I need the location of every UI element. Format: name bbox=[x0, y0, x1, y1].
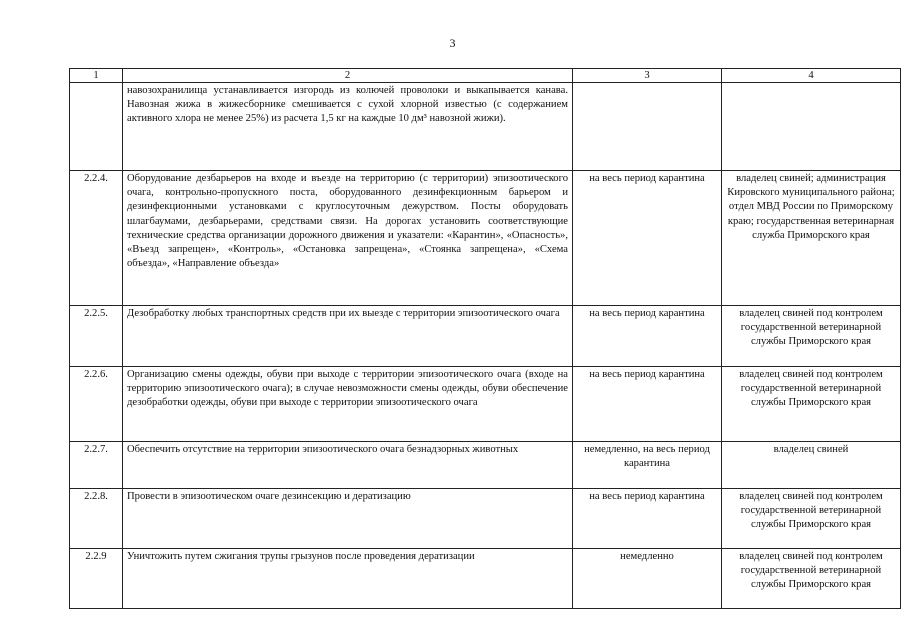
row-number: 2.2.7. bbox=[70, 442, 123, 489]
responsible-cell: владелец свиней под контролем государственной ветеринарной службы Приморского края bbox=[722, 367, 901, 442]
measure-text: Обеспечить отсутствие на территории эпизоотического очага безнадзорных животных bbox=[123, 442, 573, 489]
table-header-row bbox=[70, 69, 901, 83]
term-cell: на весь период карантина bbox=[573, 171, 722, 306]
measure-text: Уничтожить путем сжигания трупы грызунов после проведения дератизации bbox=[123, 549, 573, 609]
term-cell: на весь период карантина bbox=[573, 306, 722, 367]
column-number-3: 3 bbox=[573, 69, 722, 83]
responsible-cell: владелец свиней; администрация Кировского муниципального района; отдел МВД России по Приморскому краю; государственная ветеринарная служба Приморского края bbox=[722, 171, 901, 306]
table-row bbox=[70, 442, 901, 489]
table-row bbox=[70, 549, 901, 609]
measures-table bbox=[69, 68, 901, 609]
term-cell: немедленно, на весь период карантина bbox=[573, 442, 722, 489]
table-row bbox=[70, 367, 901, 442]
column-number-1: 1 bbox=[70, 69, 123, 83]
table-row bbox=[70, 306, 901, 367]
column-number-4: 4 bbox=[722, 69, 901, 83]
row-number: 2.2.8. bbox=[70, 489, 123, 549]
table-row bbox=[70, 489, 901, 549]
measure-text: Оборудование дезбарьеров на входе и въезде на территорию (с территории) эпизоотического очага, контрольно-пропускного поста, оборудованного дезинфекционным барьером и дезинфекционными установками с круглосуточным дежурством. Посты оборудовать шлагбаумами, дезбарьерами, средствами связи. На дорогах установить соответствующие технические средства организации дорожного движения и указатели: «Карантин», «Опасность», «Въезд запрещен», «Контроль», «Остановка запрещена», «Стоянка запрещена», «Схема объезда», «Направление объезда» bbox=[123, 171, 573, 306]
measure-text: навозохранилища устанавливается изгородь из колючей проволоки и выкапывается канава. Навозная жижа в жижесборнике смешивается с сухой хлорной известью (с содержанием активного хлора не менее 25%) из расчета 1,5 кг на каждые 10 дм³ навозной жижи). bbox=[123, 83, 573, 171]
responsible-cell: владелец свиней bbox=[722, 442, 901, 489]
term-cell bbox=[573, 83, 722, 171]
measure-text: Провести в эпизоотическом очаге дезинсекцию и дератизацию bbox=[123, 489, 573, 549]
row-number: 2.2.4. bbox=[70, 171, 123, 306]
term-cell: на весь период карантина bbox=[573, 489, 722, 549]
column-number-2: 2 bbox=[123, 69, 573, 83]
table-row bbox=[70, 83, 901, 171]
row-number: 2.2.5. bbox=[70, 306, 123, 367]
row-number: 2.2.6. bbox=[70, 367, 123, 442]
responsible-cell: владелец свиней под контролем государственной ветеринарной службы Приморского края bbox=[722, 549, 901, 609]
row-number bbox=[70, 83, 123, 171]
row-number: 2.2.9 bbox=[70, 549, 123, 609]
measure-text: Организацию смены одежды, обуви при выходе с территории эпизоотического очага (входе на территорию эпизоотического очага); в случае невозможности смены одежды, обуви обеспечение дезобработки одежды, обуви при выходе с территории эпизоотического очага bbox=[123, 367, 573, 442]
page-number: 3 bbox=[449, 36, 456, 50]
table-row bbox=[70, 171, 901, 306]
responsible-cell: владелец свиней под контролем государственной ветеринарной службы Приморского края bbox=[722, 489, 901, 549]
responsible-cell bbox=[722, 83, 901, 171]
measure-text: Дезобработку любых транспортных средств при их выезде с территории эпизоотического очага bbox=[123, 306, 573, 367]
responsible-cell: владелец свиней под контролем государственной ветеринарной службы Приморского края bbox=[722, 306, 901, 367]
term-cell: на весь период карантина bbox=[573, 367, 722, 442]
term-cell: немедленно bbox=[573, 549, 722, 609]
